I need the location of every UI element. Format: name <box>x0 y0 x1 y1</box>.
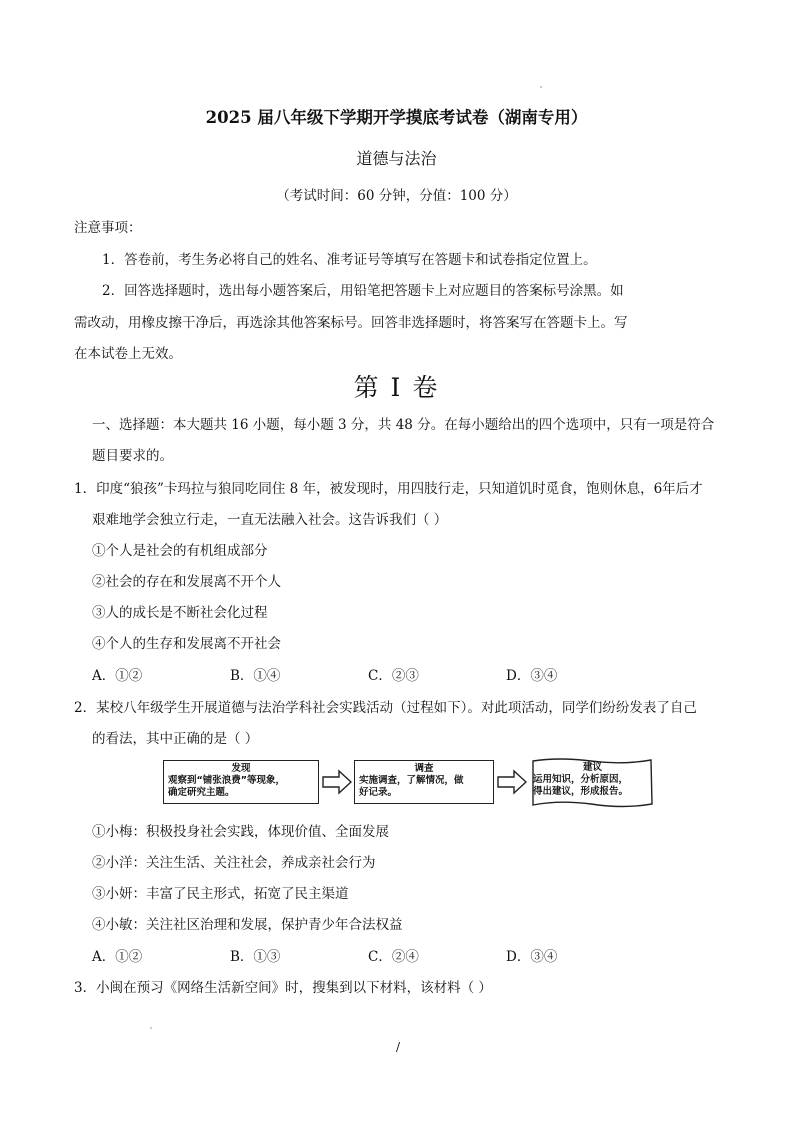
q1-option-b[interactable]: B．①④ <box>230 668 281 684</box>
flow-step-investigate-line-2: 好记录。 <box>359 787 398 798</box>
q1-option-c[interactable]: C．②③ <box>368 668 419 684</box>
flow-step-investigate <box>354 760 494 804</box>
section-title: 第 I 卷 <box>353 373 440 402</box>
q2-statement-4: ④小敏：关注社区治理和发展，保护青少年合法权益 <box>92 917 403 933</box>
flow-step-suggest-head: 建议 <box>582 762 602 773</box>
activity-flow-diagram <box>163 757 656 809</box>
q1-option-a[interactable]: A．①② <box>92 668 143 684</box>
flow-step-investigate-line-1: 实施调查，了解情况，做 <box>359 775 464 786</box>
q2-option-c[interactable]: C．②④ <box>368 949 419 965</box>
notice-item-2-line-1: 2．回答选择题时，选出每小题答案后，用铅笔把答题卡上对应题目的答案标号涂黑。如 <box>102 283 624 299</box>
q2-option-d[interactable]: D．③④ <box>506 949 558 965</box>
notice-item-2-line-3: 在本试卷上无效。 <box>74 346 182 362</box>
exam-info: （考试时间：60 分钟，分值：100 分） <box>276 188 517 204</box>
q2-option-b[interactable]: B．①③ <box>230 949 281 965</box>
flow-step-suggest-line-2: 得出建议，形成报告。 <box>533 786 629 797</box>
page-number: / <box>396 1040 401 1054</box>
q1-statement-2: ②社会的存在和发展离不开个人 <box>92 574 281 590</box>
q1-stem-line-2: 艰难地学会独立行走，一直无法融入社会。这告诉我们（ ） <box>92 512 448 528</box>
subject-title: 道德与法治 <box>356 149 437 168</box>
q2-stem-line-1: 2．某校八年级学生开展道德与法治学科社会实践活动（过程如下）。对此项活动，同学们纷纷发表了自己 <box>74 700 697 716</box>
flow-step-discover-line-1: 观察到“铺张浪费”等现象， <box>168 775 285 786</box>
q1-option-d[interactable]: D．③④ <box>506 668 558 684</box>
flow-arrow-1-icon <box>322 769 352 795</box>
document-title: 2025 届八年级下学期开学摸底考试卷（湖南专用） <box>205 108 588 127</box>
notice-item-1: 1．答卷前，考生务必将自己的姓名、准考证号等填写在答题卡和试卷指定位置上。 <box>102 252 597 268</box>
notice-item-2-line-2: 需改动，用橡皮擦干净后，再选涂其他答案标号。回答非选择题时，将答案写在答题卡上。写 <box>74 315 628 331</box>
q2-options <box>92 945 644 965</box>
q2-option-a[interactable]: A．①② <box>92 949 143 965</box>
flow-step-discover-head: 发现 <box>231 763 251 774</box>
flow-arrow-2-icon <box>497 769 527 795</box>
flow-step-discover-line-2: 确定研究主题。 <box>168 787 235 798</box>
q2-statement-1: ①小梅：积极投身社会实践，体现价值、全面发展 <box>92 824 389 840</box>
section-instruction-line-1: 一、选择题：本大题共 16 小题，每小题 3 分，共 48 分。在每小题给出的四个选项中，只有一项是符合 <box>92 417 715 433</box>
q1-stem-line-1: 1．印度“狼孩”卡玛拉与狼同吃同住 8 年，被发现时，用四肢行走，只知道饥时觅食，饱则休息，6年后才 <box>74 481 703 497</box>
q3-stem: 3．小闽在预习《网络生活新空间》时，搜集到以下材料，该材料（ ） <box>74 980 492 996</box>
q2-stem-line-2: 的看法，其中正确的是（ ） <box>92 731 259 747</box>
q2-statement-3: ③小妍：丰富了民主形式，拓宽了民主渠道 <box>92 886 349 902</box>
flow-step-investigate-head: 调查 <box>414 763 434 774</box>
flow-step-discover <box>163 760 319 804</box>
notice-heading: 注意事项： <box>74 220 142 236</box>
q2-statement-2: ②小洋：关注生活、关注社会，养成亲社会行为 <box>92 855 376 871</box>
q1-statement-1: ①个人是社会的有机组成部分 <box>92 543 268 559</box>
q1-statement-3: ③人的成长是不断社会化过程 <box>92 605 268 621</box>
q1-options <box>92 664 644 684</box>
flow-step-suggest <box>529 760 656 804</box>
q1-statement-4: ④个人的生存和发展离不开社会 <box>92 636 281 652</box>
flow-step-suggest-line-1: 运用知识，分析原因， <box>533 774 629 785</box>
section-instruction-line-2: 题目要求的。 <box>92 448 173 464</box>
